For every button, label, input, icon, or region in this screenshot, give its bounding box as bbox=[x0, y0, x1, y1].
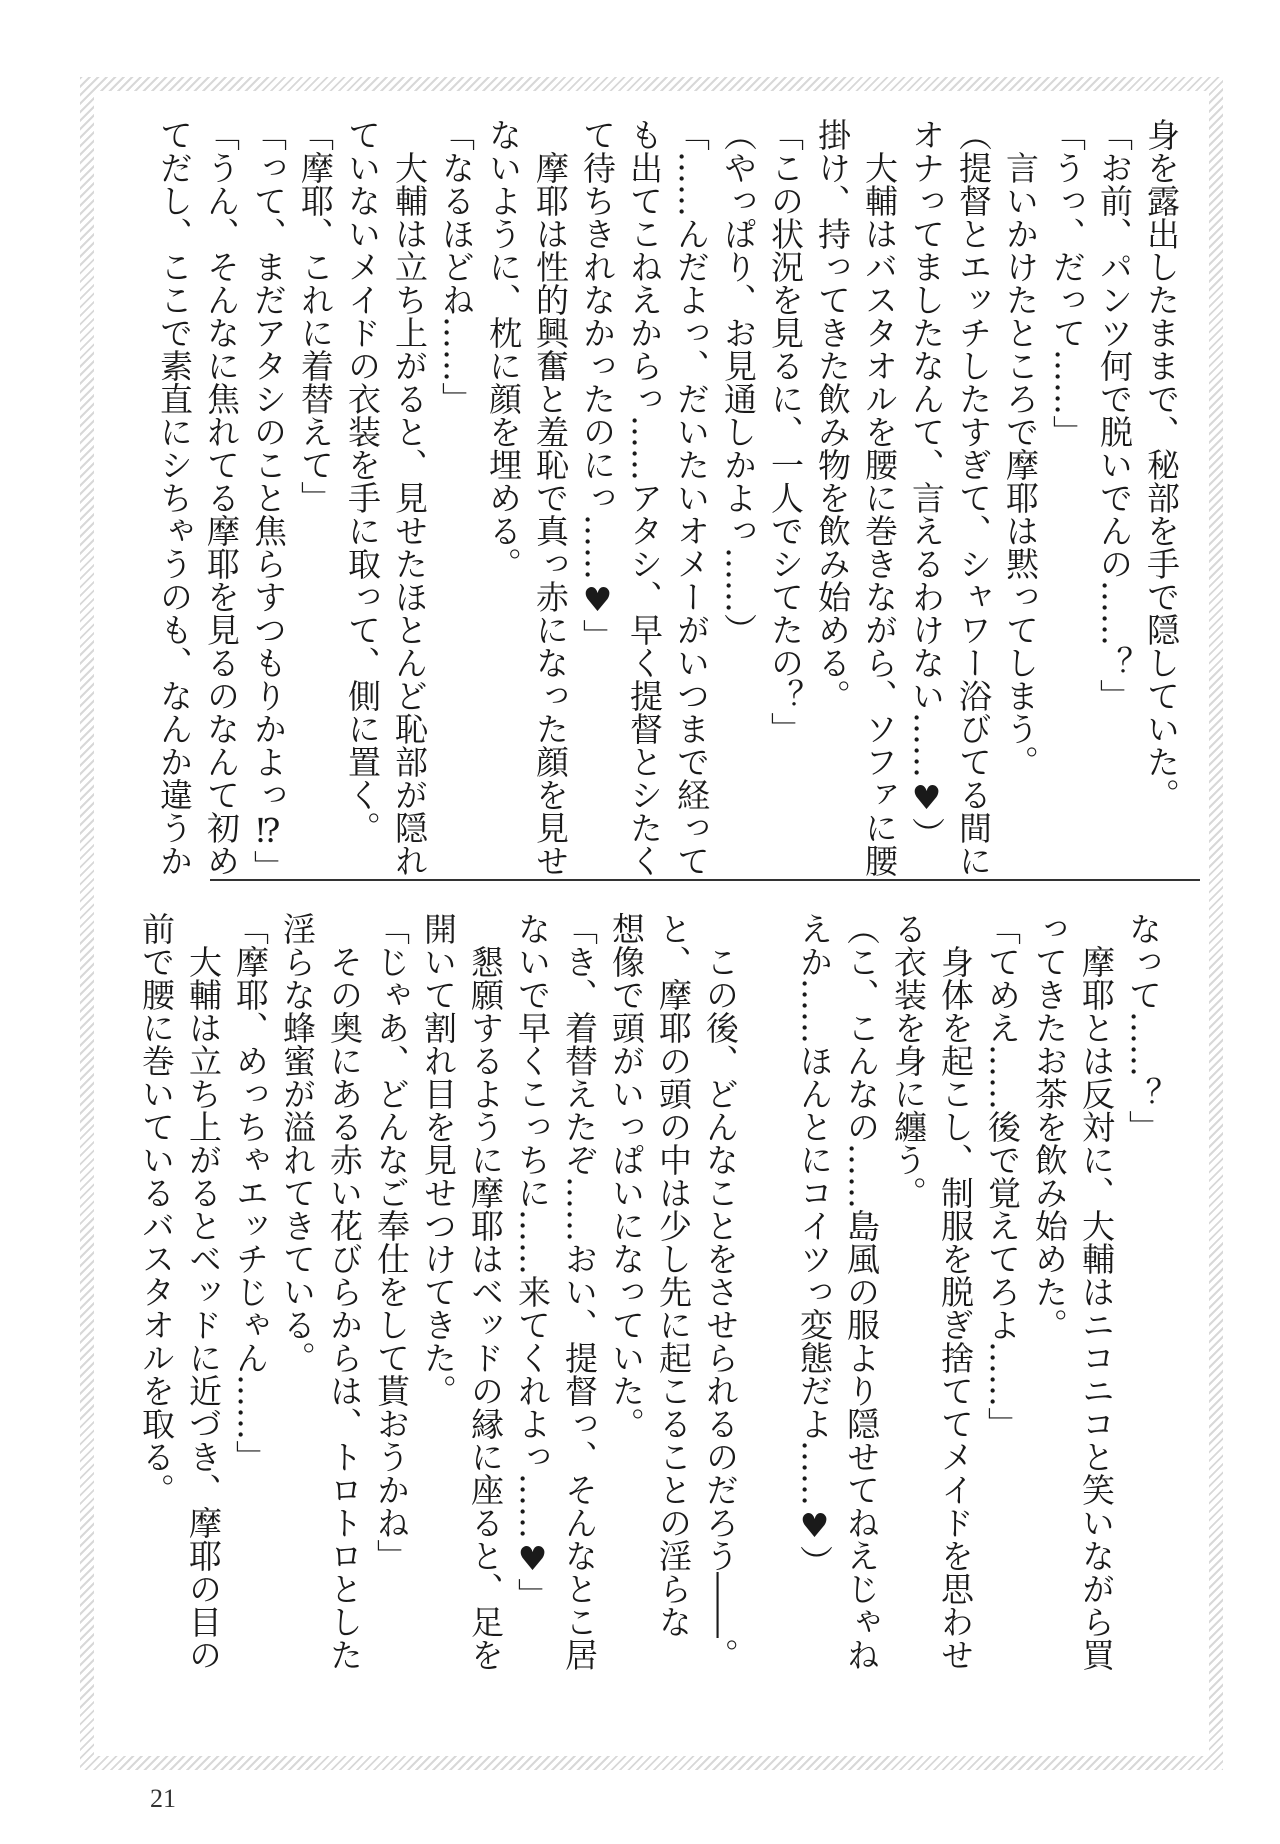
text-column: ってきたお茶を飲み始めた。 bbox=[1030, 912, 1069, 1341]
text-column: と、摩耶の頭の中は少し先に起こることの淫らな bbox=[654, 912, 693, 1638]
text-column: 「お前、パンツ何で脱いでんの……？」 bbox=[1095, 118, 1134, 712]
text-column: 前で腰に巻いているバスタオルを取る。 bbox=[137, 912, 176, 1506]
text-column: （やっぱり、お見通しかよっ……） bbox=[719, 118, 758, 646]
text-column: 「って、まだアタシのこと焦らすつもりかよっ⁉」 bbox=[249, 118, 288, 883]
section-divider bbox=[210, 879, 1200, 881]
text-column: 摩耶とは反対に、大輔はニコニコと笑いながら買 bbox=[1077, 912, 1116, 1671]
text-column: 「……んだよっ、だいたいオメーがいつまで経って bbox=[672, 118, 711, 877]
text-column: 「うっ、だって……」 bbox=[1048, 118, 1087, 448]
text-column: その奥にある赤い花びらからは、トロトロとした bbox=[325, 912, 364, 1671]
text-column: （提督とエッチしたすぎて、シャワー浴びてる間に bbox=[954, 118, 993, 877]
text-column: 「なるほどね……」 bbox=[437, 118, 476, 415]
text-column: ていないメイドの衣装を手に取って、側に置く。 bbox=[343, 118, 382, 844]
text-column: 想像で頭がいっぱいになっていた。 bbox=[607, 912, 646, 1440]
text-column: も出てこねえからっ……アタシ、早く提督とシたく bbox=[625, 118, 664, 877]
text-column: この後、どんなことをさせられるのだろう――。 bbox=[701, 912, 740, 1671]
text-column: 「き、着替えたぞ……おい、提督っ、そんなとこ居 bbox=[560, 912, 599, 1671]
text-column: 「この状況を見るに、一人でシてたの？」 bbox=[766, 118, 805, 745]
page-number: 21 bbox=[150, 1784, 176, 1813]
text-column: 掛け、持ってきた飲み物を飲み始める。 bbox=[813, 118, 852, 712]
text-column: 大輔はバスタオルを腰に巻きながら、ソファに腰 bbox=[860, 118, 899, 877]
text-column: 「摩耶、これに着替えて」 bbox=[296, 118, 335, 514]
text-column: なって……？」 bbox=[1124, 912, 1163, 1143]
text-column: 摩耶は性的興奮と羞恥で真っ赤になった顔を見せ bbox=[531, 118, 570, 877]
lower-text-block bbox=[133, 912, 1167, 1742]
text-column: 身体を起こし、制服を脱ぎ捨ててメイドを思わせ bbox=[936, 912, 975, 1671]
text-column: 淫らな蜂蜜が溢れてきている。 bbox=[278, 912, 317, 1374]
text-column: （こ、こんなの……島風の服より隠せてねえじゃね bbox=[842, 912, 881, 1671]
text-column: 言いかけたところで摩耶は黙ってしまう。 bbox=[1001, 118, 1040, 778]
text-column: 大輔は立ち上がるとベッドに近づき、摩耶の目の bbox=[184, 912, 223, 1671]
text-column: 開いて割れ目を見せつけてきた。 bbox=[419, 912, 458, 1407]
text-column bbox=[744, 912, 791, 1742]
text-column: る衣装を身に纏う。 bbox=[889, 912, 928, 1209]
text-column: 懇願するように摩耶はベッドの縁に座ると、足を bbox=[466, 912, 505, 1671]
text-column: ないように、枕に顔を埋める。 bbox=[484, 118, 523, 580]
text-column: て待ちきれなかったのにっ……♥」 bbox=[578, 118, 617, 652]
text-column: オナってましたなんて、言えるわけない……♥） bbox=[907, 118, 946, 850]
text-column: 「摩耶、めっちゃエッチじゃん……」 bbox=[231, 912, 270, 1473]
text-column: てだし、ここで素直にシちゃうのも、なんか違うか bbox=[155, 118, 194, 877]
text-column: 「てめえ……後で覚えてろよ……」 bbox=[983, 912, 1022, 1440]
text-column: 「じゃあ、どんなご奉仕をして貰おうかね」 bbox=[372, 912, 411, 1572]
text-column: 大輔は立ち上がると、見せたほとんど恥部が隠れ bbox=[390, 118, 429, 877]
text-column: えか……ほんとにコイツっ変態だよ……♥） bbox=[795, 912, 834, 1578]
text-column: ないで早くこっちに……来てくれよっ……♥」 bbox=[513, 912, 552, 1611]
upper-text-block bbox=[151, 118, 1185, 883]
text-column: 身を露出したままで、秘部を手で隠していた。 bbox=[1142, 118, 1181, 811]
text-column: 「うん、そんなに焦れてる摩耶を見るのなんて初め bbox=[202, 118, 241, 877]
